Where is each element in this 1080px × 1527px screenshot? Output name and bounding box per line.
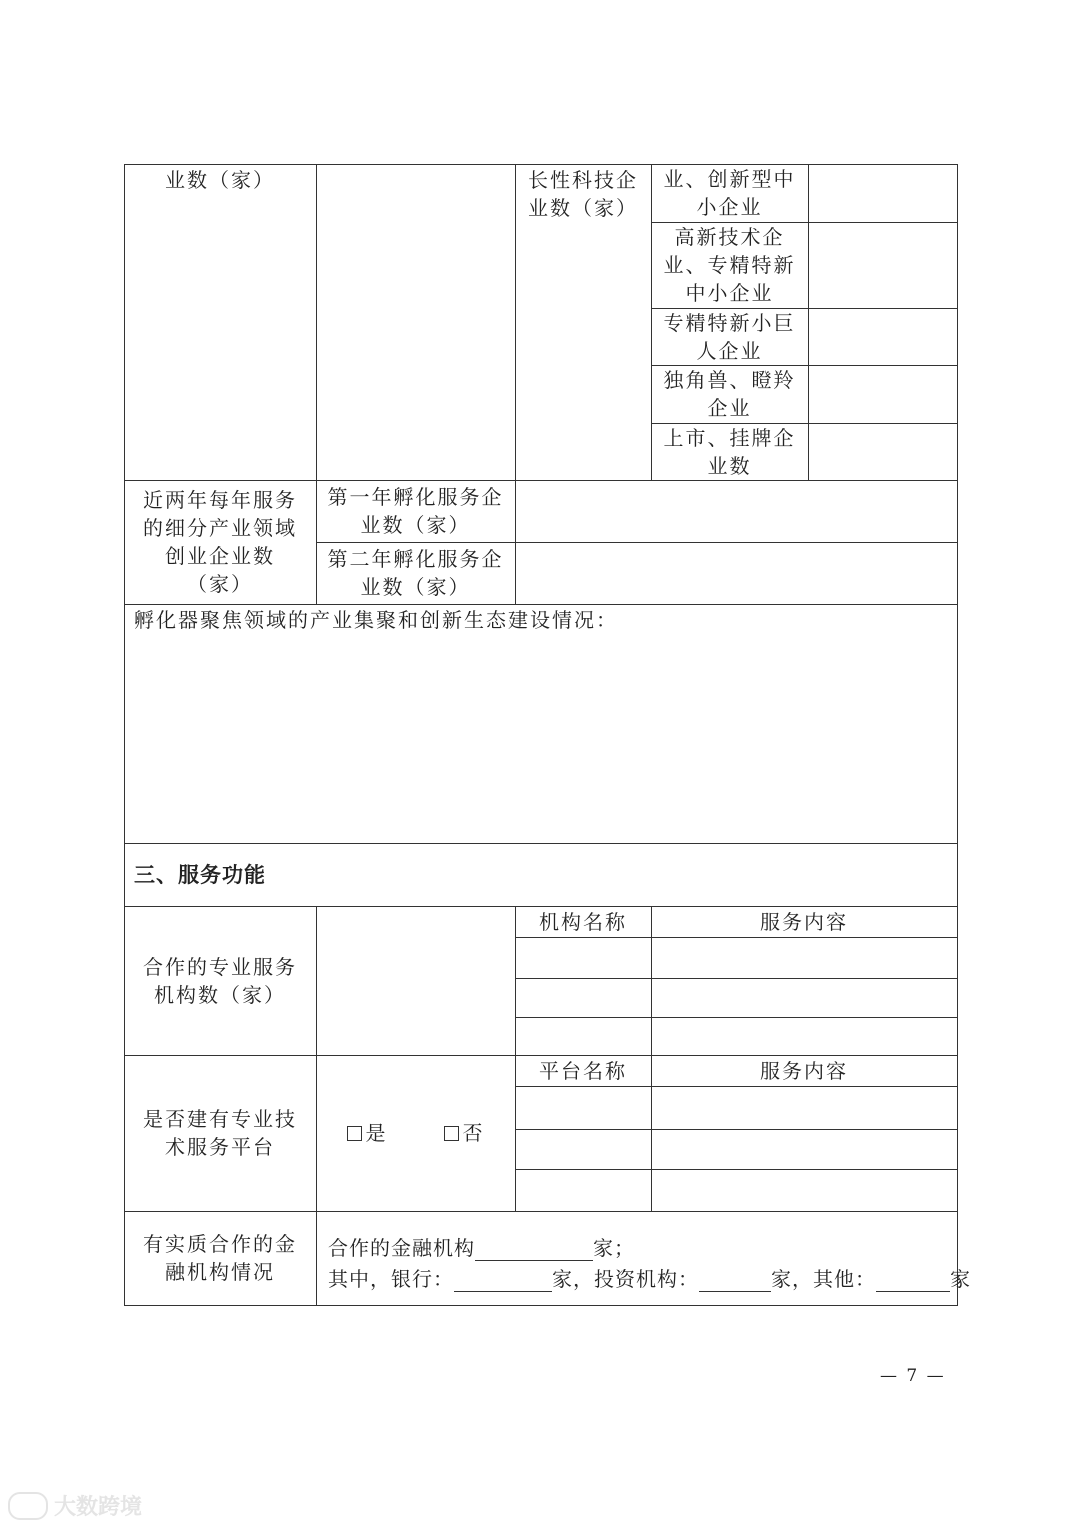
ecosystem-description-label: 孵化器聚焦领域的产业集聚和创新生态建设情况： bbox=[134, 608, 618, 632]
bank-count-blank[interactable] bbox=[454, 1269, 552, 1292]
two-year-service-label: 近两年每年服务的细分产业领域创业企业数（家） bbox=[143, 488, 297, 596]
checkbox-icon[interactable] bbox=[444, 1126, 459, 1141]
enterprise-type-label: 独角兽、瞪羚企业 bbox=[663, 368, 796, 420]
sub-row-line bbox=[515, 1017, 958, 1018]
sub-row-line bbox=[515, 937, 958, 938]
enterprise-type-value[interactable] bbox=[808, 365, 957, 423]
enterprise-type-label: 业、创新型中小企业 bbox=[663, 167, 796, 219]
page-number: — 7 — bbox=[880, 1366, 946, 1386]
enterprise-type-value[interactable] bbox=[808, 423, 957, 480]
checkbox-icon[interactable] bbox=[347, 1126, 362, 1141]
partner-agencies-count[interactable] bbox=[316, 906, 515, 1055]
platform-name-header: 平台名称 bbox=[539, 1058, 627, 1083]
tech-enterprise-count-label: 业数（家） bbox=[165, 168, 275, 192]
section-title: 三、服务功能 bbox=[134, 862, 266, 887]
year1-service-label: 第一年孵化服务企业数（家） bbox=[327, 485, 504, 537]
enterprise-type-label: 上市、挂牌企业数 bbox=[663, 425, 796, 478]
finance-breakdown-line: 其中，银行： 家，投资机构： 家，其他： 家 bbox=[328, 1267, 971, 1291]
partner-agencies-label: 合作的专业服务机构数（家） bbox=[143, 954, 297, 1007]
platform-no-option[interactable]: 否 bbox=[444, 1119, 485, 1147]
year1-service-value[interactable] bbox=[515, 480, 957, 542]
enterprise-type-label: 专精特新小巨人企业 bbox=[663, 310, 796, 363]
agency-service-header: 服务内容 bbox=[760, 909, 848, 934]
sub-row-line bbox=[515, 978, 958, 979]
platform-service-header: 服务内容 bbox=[760, 1058, 848, 1083]
finance-total-line: 合作的金融机构 家； bbox=[328, 1236, 635, 1260]
year2-service-value[interactable] bbox=[515, 542, 957, 604]
agency-name-header: 机构名称 bbox=[539, 909, 627, 934]
watermark: 大数跨境 bbox=[8, 1490, 142, 1521]
finance-total-blank[interactable] bbox=[475, 1238, 593, 1261]
form-table bbox=[124, 164, 971, 1306]
enterprise-type-value[interactable] bbox=[808, 308, 957, 365]
sub-row-line bbox=[515, 1129, 958, 1130]
growth-tech-enterprise-label: 长性科技企业数（家） bbox=[528, 168, 638, 220]
year2-service-label: 第二年孵化服务企业数（家） bbox=[327, 547, 504, 599]
tech-platform-label: 是否建有专业技术服务平台 bbox=[143, 1107, 297, 1159]
enterprise-type-value[interactable] bbox=[808, 164, 957, 222]
enterprise-type-label: 高新技术企业、专精特新中小企业 bbox=[663, 225, 796, 305]
tech-platform-choice bbox=[316, 1055, 515, 1211]
border-bottom bbox=[124, 1305, 958, 1306]
sub-row-line bbox=[515, 1169, 958, 1170]
enterprise-type-value[interactable] bbox=[808, 222, 957, 308]
other-count-blank[interactable] bbox=[876, 1269, 950, 1292]
sub-row-line bbox=[515, 1086, 958, 1087]
platform-yes-option[interactable]: 是 bbox=[347, 1119, 388, 1147]
financial-institutions-label: 有实质合作的金融机构情况 bbox=[143, 1232, 297, 1284]
tech-enterprise-count-value[interactable] bbox=[316, 164, 515, 480]
watermark-logo-icon bbox=[8, 1492, 48, 1520]
investor-count-blank[interactable] bbox=[699, 1269, 771, 1292]
